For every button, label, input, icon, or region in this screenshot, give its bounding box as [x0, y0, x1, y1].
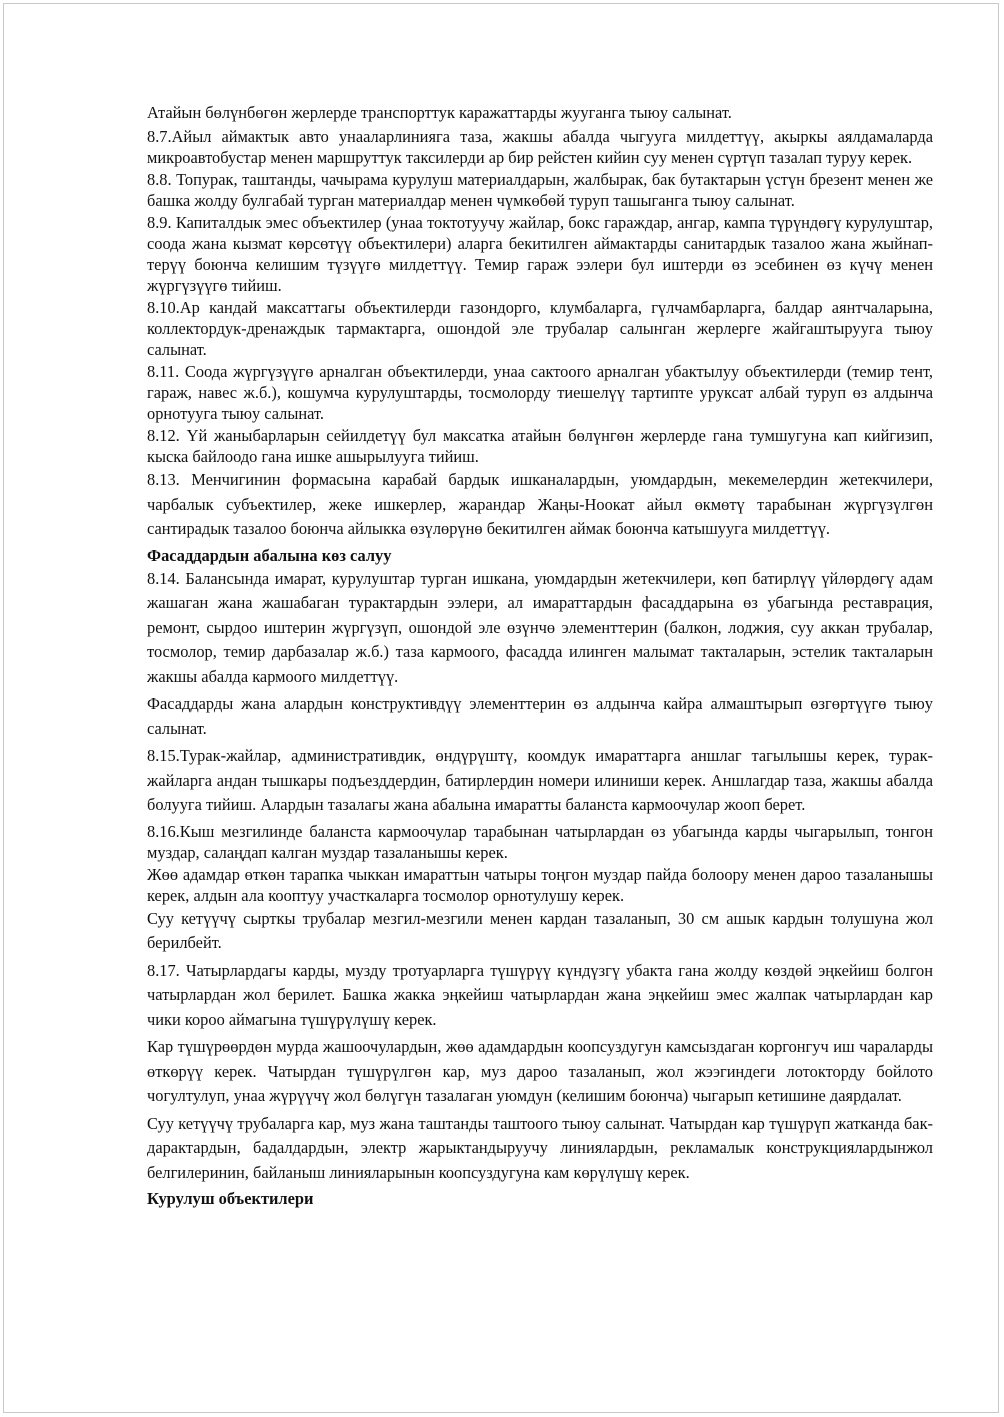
- paragraph-8-14: 8.14. Балансында имарат, курулуштар турган ишкана, уюмдардын жетекчилери, көп батирлүү үйлөрдөгү адам жашаган жана жашабаган турактардын ээлери, ал имараттардын фасаддарына өз убагында реставрация, ремонт, сырдоо иштерин жүргүзүп, ошондой эле өзүнчө элементтерин (балкон, лоджия, суу аккан трубалар, тосмолор, темир дарбазалар ж.б.) таза кармоого, фасадда илинген малымат такталарын, эстелик такталарын жакшы абалда кармоого милдеттүү.: [147, 568, 933, 686]
- paragraph-8-16: 8.16.Кыш мезгилинде баланста кармоочулар тарабынан чатырлардан өз убагында карды чыгарылып, тонгон муздар, салаңдап калган муздар тазаланышы керек.: [147, 821, 933, 862]
- section-heading-construction: Курулуш объектилери: [147, 1189, 314, 1208]
- paragraph: Кар түшүрөөрдөн мурда жашоочулардын, жөө адамдардын коопсуздугун камсыздаган коргонгуч иш чараларды өткөрүү керек. Чатырдан түшүрүлгөн кар, муз дароо тазаланып, жол жээгиндеги лотокторду бойлото чогултулуп, унаа жүрүүчү жол бөлүгүн тазалаган уюмдун (келишим боюнча) чыгарып кетишине даярдалат.: [147, 1037, 933, 1105]
- paragraph: Суу кетүүчү сырткы трубалар мезгил-мезгили менен кардан тазаланып, 30 см ашык кардын толушуна жол берилбейт.: [147, 908, 933, 952]
- paragraph-8-11: 8.11. Соода жүргүзүүгө арналган объектилерди, унаа сактоого арналган убактылуу объектилерди (темир тент, гараж, навес ж.б.), кошумча курулуштарды, тосмолорду тиешелүү тартипте уруксат албай туруп өз алдынча орнотууга тыюу салынат.: [147, 362, 933, 423]
- paragraph: Фасаддарды жана алардын конструктивдүү элементтерин өз алдынча кайра алмаштырып өзгөртүүгө тыюу салынат.: [147, 694, 933, 738]
- paragraph-8-8: 8.8. Топурак, таштанды, чачырама курулуш материалдарын, жалбырак, бак бутактарын үстүн брезент менен же башка жолду булгабай турган материалдар менен чүмкөбөй туруп ташыганга тыюу салынат.: [147, 170, 933, 210]
- paragraph-8-17: 8.17. Чатырлардагы карды, музду тротуарларга түшүрүү күндүзгү убакта гана жолду көздөй эңкейиш болгон чатырлардан жол берилет. Башка жакка эңкейиш чатырлардан жана эңкейиш эмес жалпак чатырлардан кар чики короо аймагына түшүрүлүшү керек.: [147, 960, 933, 1029]
- paragraph-8-12: 8.12. Үй жаныбарларын сейилдетүү бул максатка атайын бөлүнгөн жерлерде гана тумшугуна кап кийгизип, кыска байлоодо гана ишке ашырылууга тийиш.: [147, 426, 933, 466]
- document-body: [147, 102, 933, 1210]
- paragraph-8-13: 8.13. Менчигинин формасына карабай бардык ишканалардын, уюмдардын, мекемелердин жетекчилери, чарбалык субъектилер, жеке ишкерлер, жарандар Жаңы-Ноокат айыл өкмөтү тарабынан жүргүзүлгөн сантирадык тазалоо боюнча айлыкка өзүлөрүнө бекитилген аймак боюнча катышууга милдеттүү.: [147, 470, 933, 538]
- section-heading-facades: Фасаддардын абалына көз салуу: [147, 545, 392, 565]
- paragraph: Атайын бөлүнбөгөн жерлерде транспорттук каражаттарды жууганга тыюу салынат.: [147, 103, 732, 122]
- paragraph: Суу кетүүчү трубаларга кар, муз жана таштанды таштоого тыюу салынат. Чатырдан кар түшүрүп жатканда бак-дарактардын, бадалдардын, электр жарыктандыруучу линиялардын, рекламалык конструкциялардынжол белгилеринин, байланыш линияларынын коопсуздугуна кам көрүлүшү керек.: [147, 1113, 933, 1182]
- document-page: [3, 3, 999, 1413]
- paragraph-8-9: 8.9. Капиталдык эмес объектилер (унаа токтотуучу жайлар, бокс гараждар, ангар, кампа түрүндөгү курулуштар, соода жана кызмат көрсөтүү объектилери) аларга бекитилген аймактарды санитардык тазалоо жана жыйнап-терүү боюнча келишим түзүүгө милдеттүү. Темир гараж ээлери бул иштерди өз эсебинен өз күчү менен жүргүзүүгө тийиш.: [147, 213, 933, 295]
- paragraph: Жөө адамдар өткөн тарапка чыккан имараттын чатыры тоңгон муздар пайда болоору менен дароо тазаланышы керек, алдын ала кооптуу участкаларга тосмолор орнотулушу керек.: [147, 864, 933, 905]
- paragraph-8-10: 8.10.Ар кандай максаттагы объектилерди газондорго, клумбаларга, гүлчамбарларга, балдар аянтчаларына, коллектордук-дренаждык тармактарга, ошондой эле трубалар салынган жерлерге жайгаштырууга тыюу салынат.: [147, 298, 933, 359]
- paragraph-8-7: 8.7.Айыл аймактык авто унааларлинияга таза, жакшы абалда чыгууга милдеттүү, акыркы аялдамаларда микроавтобустар менен маршруттук таксилерди ар бир рейстен кийин суу менен сүртүп тазалап туруу керек.: [147, 127, 933, 167]
- paragraph-8-15: 8.15.Турак-жайлар, административдик, өндүрүштү, коомдук имараттарга аншлаг тагылышы керек, турак-жайларга андан тышкары подъезддердин, батирлердин номери илиниши керек. Аншлагдар таза, жакшы абалда болууга тийиш. Алардын тазалагы жана абалына имаратты баланста кармоочулар жооп берет.: [147, 746, 933, 814]
